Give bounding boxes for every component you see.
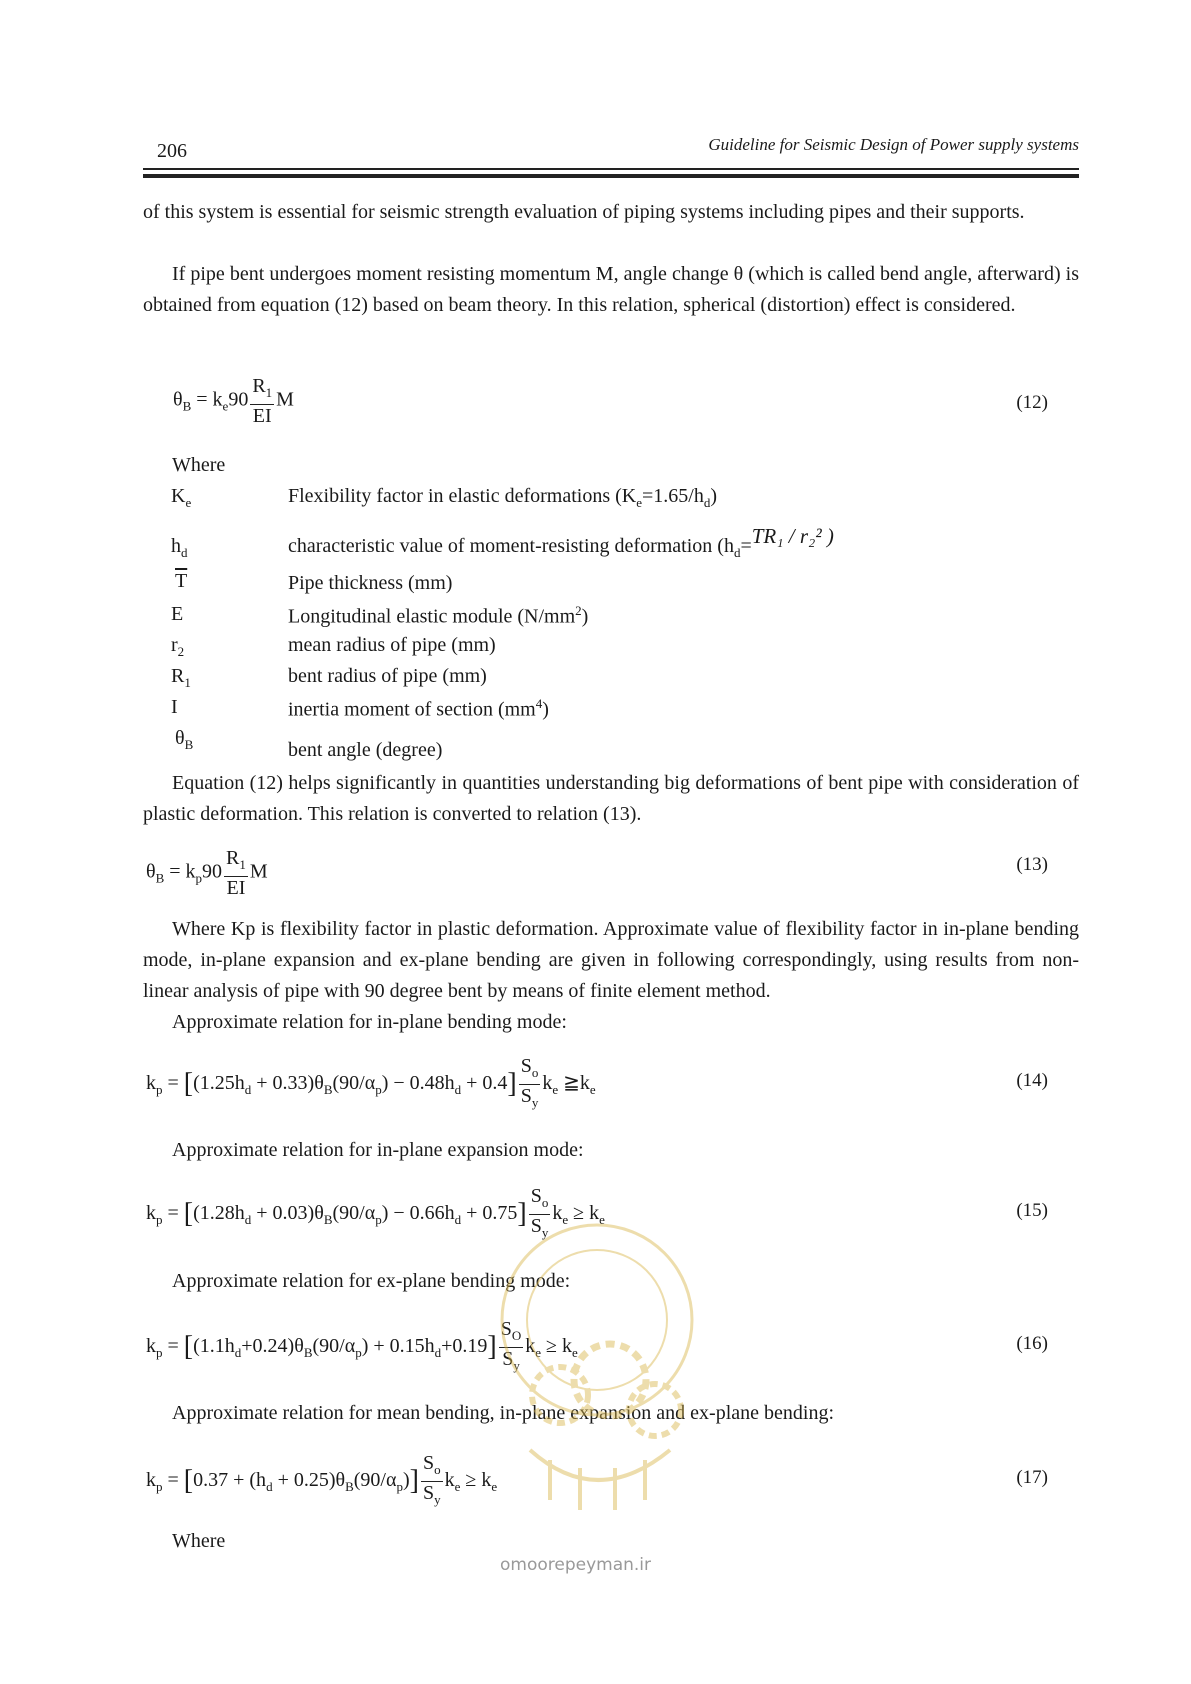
desc-e: Longitudinal elastic module $(N/mm^2)$: [288, 603, 589, 628]
page-number: 206: [157, 140, 187, 162]
equation-number-15: (15): [1016, 1200, 1048, 1221]
equation-number-17: (17): [1016, 1467, 1048, 1488]
symbol-t: $\overline{T}$: [175, 570, 188, 592]
equation-16: $k_p = [(1.1h_d+0.24)\theta_B(90/\alpha_p) + 0.15h_d+0.19]$ $\frac{S_O}{S_y}$ $k_e \ge k_e$: [146, 1318, 578, 1373]
label-in-plane-expansion: Approximate relation for in-plane expansion mode:: [172, 1139, 584, 1161]
header-rule-thin: [143, 168, 1079, 170]
paragraph-kp: Where Kp is flexibility factor in plastic deformation. Approximate value of flexibility factor in in-plane bending mode, in-plane expansion and ex-plane bending are given in following correspondingly, using results from non-linear analysis of pipe with 90 degree bent by means of finite element method.: [143, 918, 1079, 1002]
symbol-i: I: [171, 696, 178, 718]
watermark-logo: [490, 1210, 705, 1540]
symbol-r2: $r_2$: [171, 634, 185, 659]
desc-r2: mean radius of pipe (mm): [288, 634, 496, 656]
equation-14: $k_p = [(1.25h_d + 0.33)\theta_B(90/\alpha_p) - 0.48h_d + 0.4]$ $\frac{S_o}{S_y}$ $k_e$ $≧k_e$: [146, 1055, 596, 1110]
symbol-e: E: [171, 603, 184, 625]
equation-12: $\theta_B = k_e90$ $\frac{R_1}{EI}$ M: [173, 375, 294, 427]
paragraph-bend-angle: If pipe bent undergoes moment resisting momentum M, angle change θ (which is called bend angle, afterward) is obtained from equation (12) based on beam theory. In this relation, spherical (distortion) effect is considered.: [143, 263, 1079, 316]
desc-i: inertia moment of section $(mm^4)$: [288, 696, 549, 721]
equation-number-14: (14): [1016, 1070, 1048, 1091]
header-rule-thick: [143, 174, 1079, 178]
where-label: Where: [172, 454, 226, 476]
paragraph-equation-12: Equation (12) helps significantly in quantities understanding big deformations of bent pipe with consideration of plastic deformation. This relation is converted to relation (13).: [143, 772, 1079, 825]
equation-15: $k_p = [(1.28h_d + 0.03)\theta_B(90/\alpha_p) - 0.66h_d + 0.75]$ $\frac{S_o}{S_y}$ $k_e \ge k_e$: [146, 1185, 605, 1240]
label-in-plane-bending: Approximate relation for in-plane bending mode:: [172, 1011, 567, 1033]
equation-number-12: (12): [1016, 392, 1048, 413]
symbol-ke: $K_e$: [171, 485, 192, 510]
watermark-text: omoorepeyman.ir: [500, 1555, 652, 1575]
symbol-hd: $h_d$: [171, 535, 188, 560]
label-ex-plane-bending: Approximate relation for ex-plane bending mode:: [172, 1270, 571, 1292]
desc-hd: characteristic value of moment-resisting deformation ($h_d=TR_1 / r_2^2$ ): [288, 524, 834, 560]
symbol-r1: $R_1$: [171, 665, 191, 690]
equation-17: $k_p = [0.37 + (h_d + 0.25)\theta_B(90/\alpha_p)]$ $\frac{S_o}{S_y}$ $k_e \ge k_e$: [146, 1452, 498, 1507]
label-mean-bending: Approximate relation for mean bending, in-plane expansion and ex-plane bending:: [172, 1402, 835, 1424]
equation-number-16: (16): [1016, 1333, 1048, 1354]
paragraph-continuation: of this system is essential for seismic strength evaluation of piping systems including pipes and their supports.: [143, 201, 1025, 223]
where-label-2: Where: [172, 1530, 226, 1552]
symbol-theta-b: $\theta_B$: [175, 727, 194, 752]
equation-number-13: (13): [1016, 854, 1048, 875]
desc-theta-b: bent angle (degree): [288, 739, 443, 761]
equation-13: $\theta_B = k_p90$ $\frac{R_1}{EI}$ M: [146, 847, 268, 899]
desc-r1: bent radius of pipe (mm): [288, 665, 487, 687]
desc-t: Pipe thickness (mm): [288, 572, 453, 594]
desc-ke: Flexibility factor in elastic deformations $(K_e=1.65/h_d)$: [288, 485, 718, 510]
running-title: Guideline for Seismic Design of Power supply systems: [708, 135, 1079, 154]
